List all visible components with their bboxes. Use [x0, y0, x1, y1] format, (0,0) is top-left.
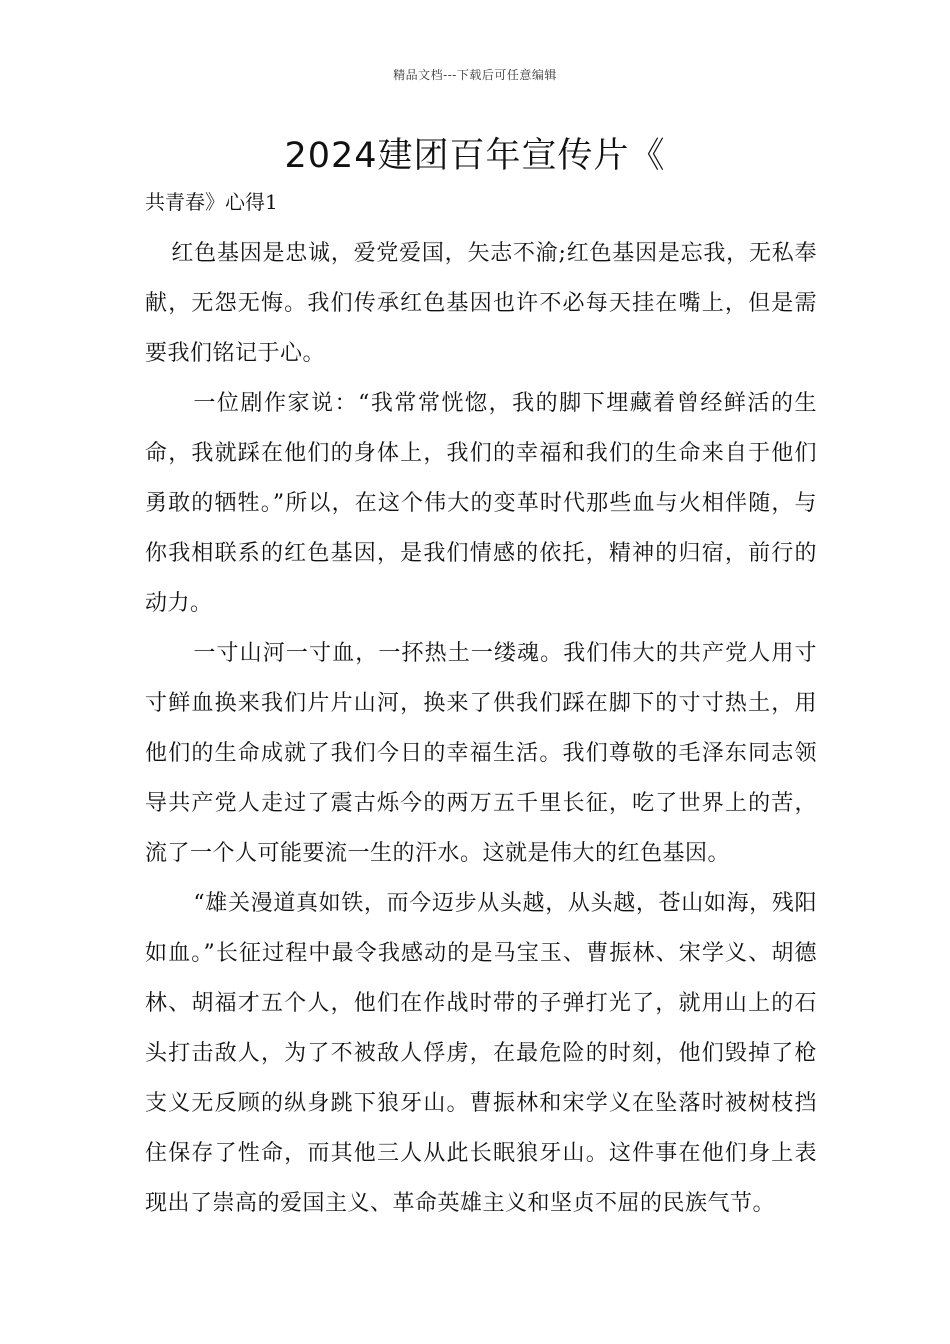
document-subtitle: 共青春》心得1 [145, 190, 278, 214]
paragraph-1: 红色基因是忠诚，爱党爱国，矢志不渝;红色基因是忘我，无私奉献，无怨无悔。我们传承红色基因也许不必每天挂在嘴上，但是需要我们铭记于心。 [145, 241, 817, 366]
page-header: 精品文档---下载后可任意编辑 [393, 68, 557, 82]
paragraph-2: 一位剧作家说：“我常常恍惚，我的脚下埋藏着曾经鲜活的生命，我就踩在他们的身体上，我们的幸福和我们的生命来自于他们勇敢的牺牲。”所以，在这个伟大的变革时代那些血与火相伴随，与你我相联系的红色基因，是我们情感的依托，精神的归宿，前行的动力。 [145, 391, 817, 616]
paragraph-3: 一寸山河一寸血，一抔热土一缕魂。我们伟大的共产党人用寸寸鲜血换来我们片片山河，换来了供我们踩在脚下的寸寸热土，用他们的生命成就了我们今日的幸福生活。我们尊敬的毛泽东同志领导共产党人走过了震古烁今的两万五千里长征，吃了世界上的苦，流了一个人可能要流一生的汗水。这就是伟大的红色基因。 [145, 641, 817, 866]
document-title: 2024建团百年宣传片《 [284, 136, 666, 176]
paragraph-4: “雄关漫道真如铁，而今迈步从头越，从头越，苍山如海，残阳如血。”长征过程中最令我感动的是马宝玉、曹振林、宋学义、胡德林、胡福才五个人，他们在作战时带的子弹打光了，就用山上的石头打击敌人，为了不被敌人俘虏，在最危险的时刻，他们毁掉了枪 支义无反顾的纵身跳下狼牙山。曹振林和宋学义在坠落时被树枝挡住保存了性命，而其他三人从此长眠狼牙山。这件事在他们身上表现出了崇高的爱国主义、革命英雄主义和坚贞不屈的民族气节。 [145, 891, 817, 1216]
document-body [145, 229, 817, 1229]
